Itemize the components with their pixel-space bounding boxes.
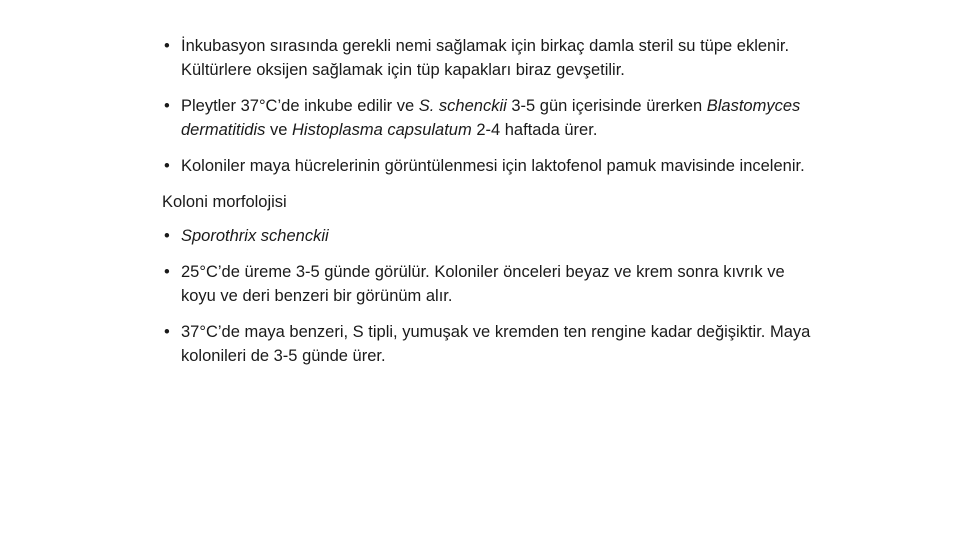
bullet-item: [162, 320, 822, 368]
species-name: Sporothrix schenckii: [181, 227, 329, 245]
bullet-item: [162, 154, 822, 178]
slide-content: [162, 34, 822, 380]
bullet-list-bottom: [162, 224, 822, 368]
bullet-item: [162, 224, 822, 248]
species-name: Blastomyces dermatitidis: [181, 97, 801, 139]
bullet-item: [162, 34, 822, 82]
bullet-text: İnkubasyon sırasında gerekli nemi sağlamak için birkaç damla steril su tüpe eklenir. Kültürlere oksijen sağlamak için tüp kapakları biraz gevşetilir.: [181, 37, 790, 79]
species-name: S. schenckii: [418, 97, 507, 115]
section-heading: Koloni morfolojisi: [162, 193, 287, 211]
bullet-text: Pleytler 37°C’de inkube edilir ve: [181, 97, 419, 115]
species-name: Histoplasma capsulatum: [291, 121, 472, 139]
bullet-text: Koloniler maya hücrelerinin görüntülenmesi için laktofenol pamuk mavisinde incelenir.: [181, 157, 805, 175]
bullet-text: 3-5 gün içerisinde ürerken: [506, 97, 707, 115]
bullet-text: 37°C’de maya benzeri, S tipli, yumuşak ve kremden ten rengine kadar değişiktir. Maya kolonileri de 3-5 günde ürer.: [181, 323, 811, 365]
bullet-text: ve: [265, 121, 292, 139]
bullet-list-top: [162, 34, 822, 178]
bullet-text: 25°C’de üreme 3-5 günde görülür. Koloniler önceleri beyaz ve krem sonra kıvrık ve koyu ve deri benzeri bir görünüm alır.: [181, 263, 785, 305]
bullet-item: [162, 260, 822, 308]
bullet-text: 2-4 haftada ürer.: [471, 121, 598, 139]
bullet-item: [162, 94, 822, 142]
